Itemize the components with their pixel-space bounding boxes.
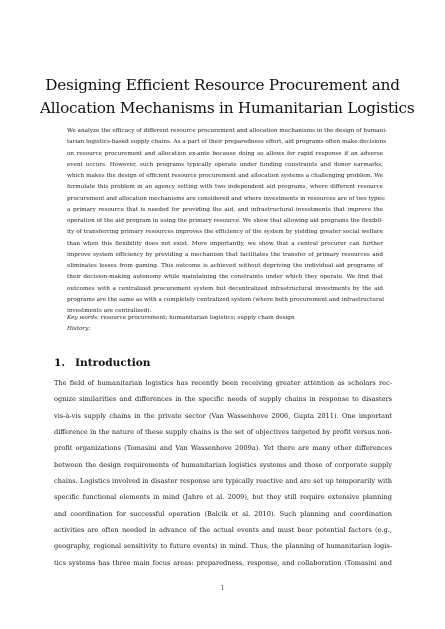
section-heading [54, 357, 151, 369]
body-line: between the design requirements of humanitarian logistics systems and those of corporate supply [54, 460, 392, 469]
body-line: activities are often needed in advance of the actual events and must bear potential factors (e.g., [54, 526, 392, 535]
body-line: profit organizations (Tomasini and Van Wassenhove 2009a). Yet there are many other differences [54, 444, 392, 453]
body-line: and coordination for successful operation (Balcik et al. 2010). Such planning and coordination [54, 509, 392, 518]
abstract-line: which makes the design of efficient resource procurement and allocation systems a challenging problem. We [67, 173, 383, 179]
abstract-line: operation of the aid program in using the primary resource. We show that allowing aid programs the flexibil- [67, 218, 383, 224]
history-label: History: [67, 326, 91, 332]
abstract [67, 126, 387, 317]
keywords-value: resource procurement; humanitarian logistics; supply chain design [100, 315, 295, 321]
abstract-line: their decision-making autonomy while maintaining the constraints under which they operate. We find that [67, 274, 383, 281]
body-line: The field of humanitarian logistics has recently been receiving greater attention as scholars rec- [54, 379, 392, 387]
body-line: ognize similarities and differences in the specific needs of supply chains in response to disasters [54, 395, 392, 404]
section-title: Introduction [75, 357, 151, 369]
body-line: difference in the nature of these supply chains is the set of objectives targeted by profit versus non- [54, 428, 392, 437]
abstract-line: programs are the same as with a completely centralized system (where both procurement and infrastructural [67, 296, 384, 303]
body-text [54, 375, 392, 571]
abstract-line: formulate this problem in an agency setting with two independent aid programs, where different resource [67, 184, 383, 191]
abstract-line: investments are centralized). [67, 308, 152, 314]
page-number: 1 [220, 585, 225, 592]
abstract-line: tarian logistics-based supply chains. As a part of their preparedness effort, aid programs often make decisions [67, 139, 387, 146]
keywords [67, 313, 387, 323]
body-line: geography, regional sensitivity to future events) in mind. Thus, the planning of humanitarian logis- [54, 542, 392, 551]
history [67, 324, 387, 334]
body-line: chains. Logistics involved in disaster response are typically reactive and are set up temporarily with [54, 477, 392, 486]
abstract-line: We analyze the efficacy of different resource procurement and allocation mechanisms in the design of humani- [67, 128, 387, 134]
abstract-line: a primary resource that is needed for providing the aid, and infrastructural investments that improve the [67, 206, 383, 213]
abstract-line: outcomes with a centralized procurement system but decentralized infrastructural investments by the aid [67, 285, 383, 292]
abstract-line: procurement and allocation mechanisms are considered and where investments in resources are of two types: [67, 195, 386, 202]
abstract-line: event occurs. However, such programs typically operate under funding constraints and donor earmarks, [67, 161, 383, 168]
body-line: specific functional elements in mind (Jahre et al. 2009), but they still require extensive planning [54, 493, 392, 502]
title-line-1: Designing Efficient Resource Procurement and [45, 76, 400, 94]
section-number: 1. [54, 357, 66, 369]
abstract-line: improve system efficiency by providing a mechanism that facilitates the transfer of primary resources and [67, 251, 383, 258]
paper-title [40, 74, 415, 120]
abstract-line: ity of transferring primary resources improves the efficiency of the system by yielding greater social welfare [67, 229, 383, 236]
abstract-line: eliminates losses from gaming. This outcome is achieved without depriving the individual aid programs of [67, 263, 383, 269]
body-line: tics systems has three main focus areas: preparedness, response, and collaboration (Tomasini and [54, 558, 392, 567]
abstract-line: on resource procurement and allocation ex-ante because doing so allows for rapid response if an adverse [67, 150, 383, 157]
body-line: vis-à-vis supply chains in the private sector (Van Wassenhove 2006, Gupta 2011). One important [54, 411, 392, 420]
title-line-2: Allocation Mechanisms in Humanitarian Logistics [40, 99, 415, 117]
abstract-line: than when this flexibility does not exist. More importantly, we show that a central procurer can further [67, 240, 383, 247]
keywords-label: Key words: [67, 315, 99, 321]
